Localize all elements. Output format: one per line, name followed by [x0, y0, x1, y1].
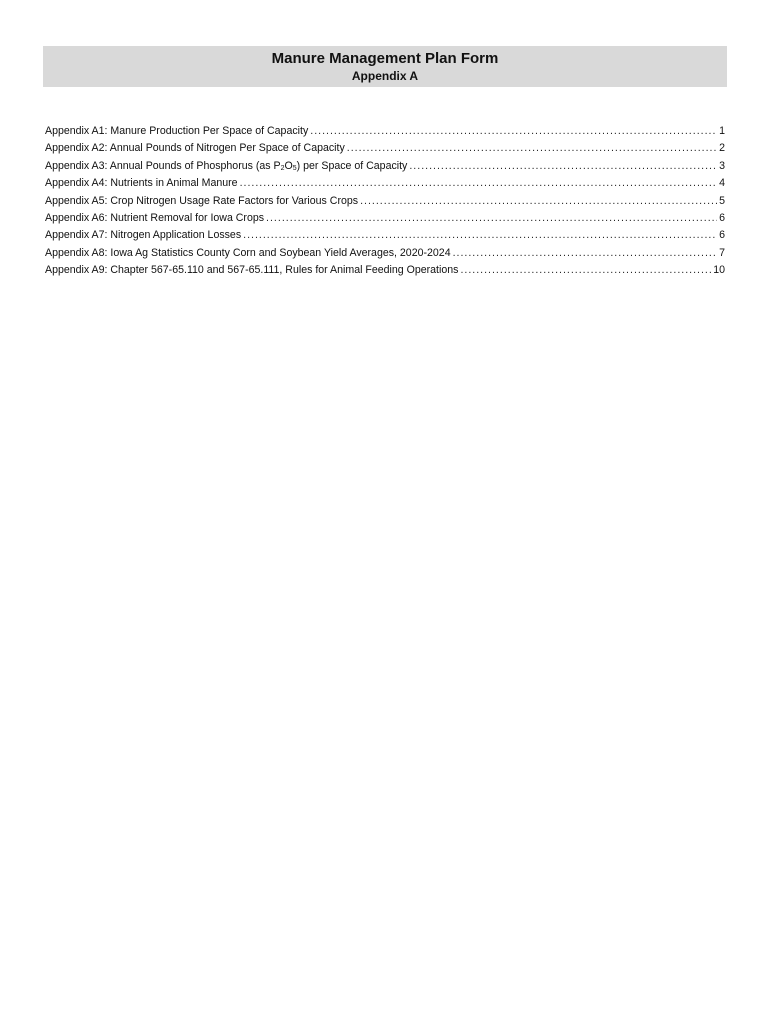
toc-entry-label[interactable]: Appendix A9: Chapter 567-65.110 and 567-65.111, Rules for Animal Feeding Operations	[45, 264, 459, 277]
toc-leader-dots	[453, 245, 718, 262]
toc-leader-dots	[266, 210, 717, 227]
form-header	[43, 46, 727, 87]
toc-page-number: 6	[719, 229, 725, 242]
toc-entry-label[interactable]: Appendix A1: Manure Production Per Space of Capacity	[45, 125, 309, 137]
toc-page-number: 3	[719, 159, 725, 172]
toc-page-number: 7	[719, 246, 725, 259]
toc-label-part: Appendix A3: Annual Pounds of Phosphorus (as P	[45, 159, 281, 172]
toc-entry-a5[interactable]	[45, 193, 725, 210]
toc-entry-a4[interactable]	[45, 175, 725, 192]
toc-leader-dots	[460, 262, 711, 279]
toc-entry-a7[interactable]	[45, 227, 725, 244]
toc-leader-dots	[409, 158, 717, 175]
toc-leader-dots	[243, 227, 717, 244]
toc-page-number: 2	[719, 142, 725, 155]
form-title: Manure Management Plan Form	[271, 50, 499, 67]
toc-label-part: O	[284, 159, 293, 172]
toc-page-number: 5	[719, 194, 725, 207]
toc-page-number: 10	[713, 264, 725, 277]
toc-entry-label[interactable]: Appendix A6: Nutrient Removal for Iowa Crops	[45, 211, 265, 224]
toc-leader-dots	[360, 193, 717, 210]
toc-page-number: 6	[719, 211, 725, 224]
toc-entry-label[interactable]: Appendix A7: Nitrogen Application Losses	[45, 229, 242, 242]
toc-entry-label[interactable]: Appendix A8: Iowa Ag Statistics County Corn and Soybean Yield Averages, 2020-2024	[45, 246, 451, 259]
toc-page-number: 4	[719, 177, 725, 190]
table-of-contents	[45, 123, 725, 280]
toc-entry-a2[interactable]	[45, 140, 725, 157]
toc-leader-dots	[310, 123, 717, 140]
toc-entry-label[interactable]: Appendix A4: Nutrients in Animal Manure	[45, 177, 238, 190]
toc-entry-label[interactable]: Appendix A2: Annual Pounds of Nitrogen Per Space of Capacity	[45, 142, 345, 155]
toc-leader-dots	[347, 140, 717, 157]
toc-entry-label[interactable]: Appendix A5: Crop Nitrogen Usage Rate Factors for Various Crops	[45, 194, 359, 207]
toc-entry-a8[interactable]	[45, 245, 725, 262]
toc-entry-a1[interactable]	[45, 123, 725, 140]
toc-entry-a3[interactable]	[45, 158, 725, 175]
toc-entry-a9[interactable]	[45, 262, 725, 279]
toc-page-number: 1	[719, 125, 725, 137]
toc-leader-dots	[240, 175, 718, 192]
form-subtitle: Appendix A	[351, 69, 419, 83]
subscript: 2	[280, 164, 285, 172]
subscript: 5	[292, 164, 297, 172]
toc-entry-a6[interactable]	[45, 210, 725, 227]
toc-label-part: ) per Space of Capacity	[296, 159, 408, 172]
toc-entry-label[interactable]	[45, 158, 407, 175]
